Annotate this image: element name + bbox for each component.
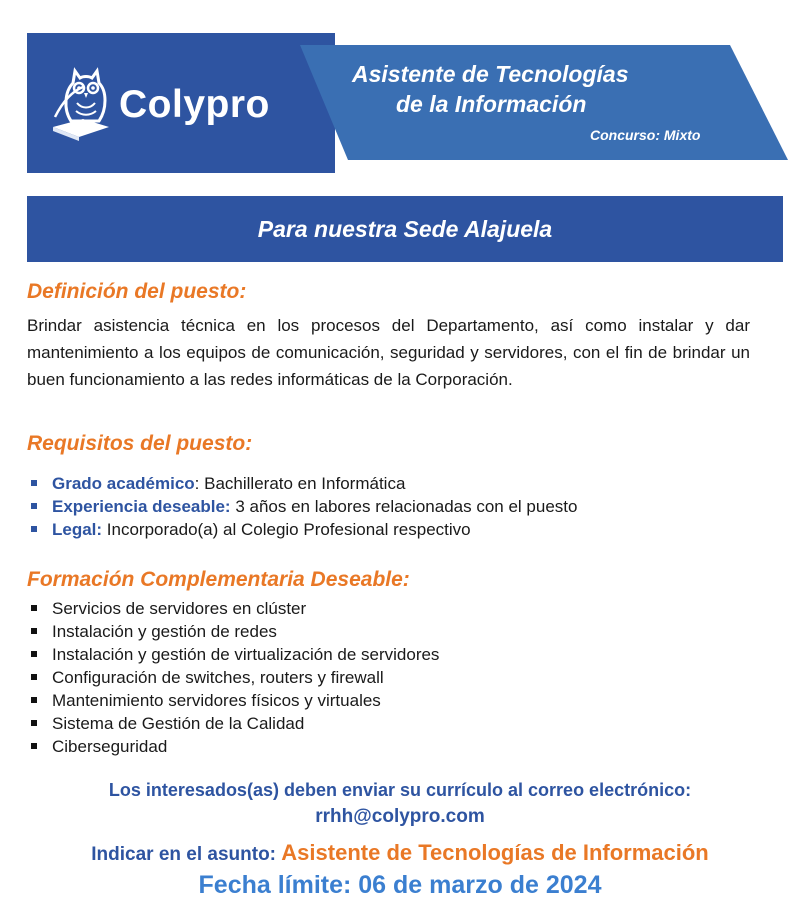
definicion-text: Brindar asistencia técnica en los procesos del Departamento, así como instalar y dar mantenimiento a los equipos de comunicación, seguridad y servidores, con el fin de brindar un buen funcionamiento a las redes informáticas de la Corporación. (27, 316, 750, 389)
email-link[interactable]: rrhh@colypro.com (315, 806, 485, 827)
list-item (27, 689, 439, 712)
list-item (27, 597, 439, 620)
definicion-title: Definición del puesto: (27, 280, 247, 303)
owl-logo-icon (49, 61, 121, 141)
requisito-label: Experiencia deseable: (52, 497, 231, 516)
asunto-value: Asistente de Tecnologías de Información (281, 840, 709, 865)
list-item (27, 712, 439, 735)
formacion-item-text: Ciberseguridad (52, 737, 168, 756)
bullet-square-icon (31, 480, 37, 486)
deadline-text: Fecha límite: 06 de marzo de 2024 (198, 871, 602, 899)
job-title-line2: de la Información (396, 91, 587, 117)
sede-text: Para nuestra Sede Alajuela (257, 215, 553, 242)
list-item (27, 666, 439, 689)
list-item (27, 643, 439, 666)
instructions-text: Los interesados(as) deben enviar su currículo al correo electrónico: (108, 780, 692, 800)
bullet-square-icon (31, 697, 37, 703)
bullet-square-icon (31, 720, 37, 726)
requisito-value: 3 años en labores relacionadas con el puesto (235, 497, 578, 516)
list-item (27, 620, 439, 643)
requisito-label: Grado académico (52, 474, 195, 493)
asunto-line (0, 840, 800, 866)
requisito-value: Bachillerato en Informática (204, 474, 406, 493)
requisitos-list (27, 472, 577, 541)
list-item (27, 495, 577, 518)
bullet-square-icon (31, 503, 37, 509)
bullet-square-icon (31, 605, 37, 611)
formacion-title: Formación Complementaria Deseable: (27, 568, 410, 591)
sede-banner (27, 196, 783, 262)
bullet-square-icon (31, 651, 37, 657)
formacion-item-text: Configuración de switches, routers y firewall (52, 668, 384, 687)
bullet-square-icon (31, 526, 37, 532)
requisitos-title: Requisitos del puesto: (27, 432, 253, 455)
requisito-value: Incorporado(a) al Colegio Profesional respectivo (106, 520, 471, 539)
formacion-item-text: Sistema de Gestión de la Calidad (52, 714, 305, 733)
logo-box (27, 33, 335, 173)
formacion-item-text: Servicios de servidores en clúster (52, 599, 307, 618)
concurso-label: Concurso: Mixto (590, 127, 701, 143)
requisito-label: Legal: (52, 520, 103, 539)
asunto-label: Indicar en el asunto: (91, 844, 277, 865)
formacion-item-text: Mantenimiento servidores físicos y virtuales (52, 691, 381, 710)
list-item (27, 518, 577, 541)
list-item (27, 735, 439, 758)
logo-text: Colypro (119, 83, 270, 126)
list-item (27, 472, 577, 495)
bullet-square-icon (31, 628, 37, 634)
formacion-list (27, 597, 439, 758)
formacion-item-text: Instalación y gestión de redes (52, 622, 277, 641)
job-title-band (300, 45, 790, 160)
requisito-separator: : (194, 474, 205, 493)
bullet-square-icon (31, 743, 37, 749)
formacion-item-text: Instalación y gestión de virtualización de servidores (52, 645, 440, 664)
job-title-line1: Asistente de Tecnologías (352, 61, 629, 87)
bullet-square-icon (31, 674, 37, 680)
